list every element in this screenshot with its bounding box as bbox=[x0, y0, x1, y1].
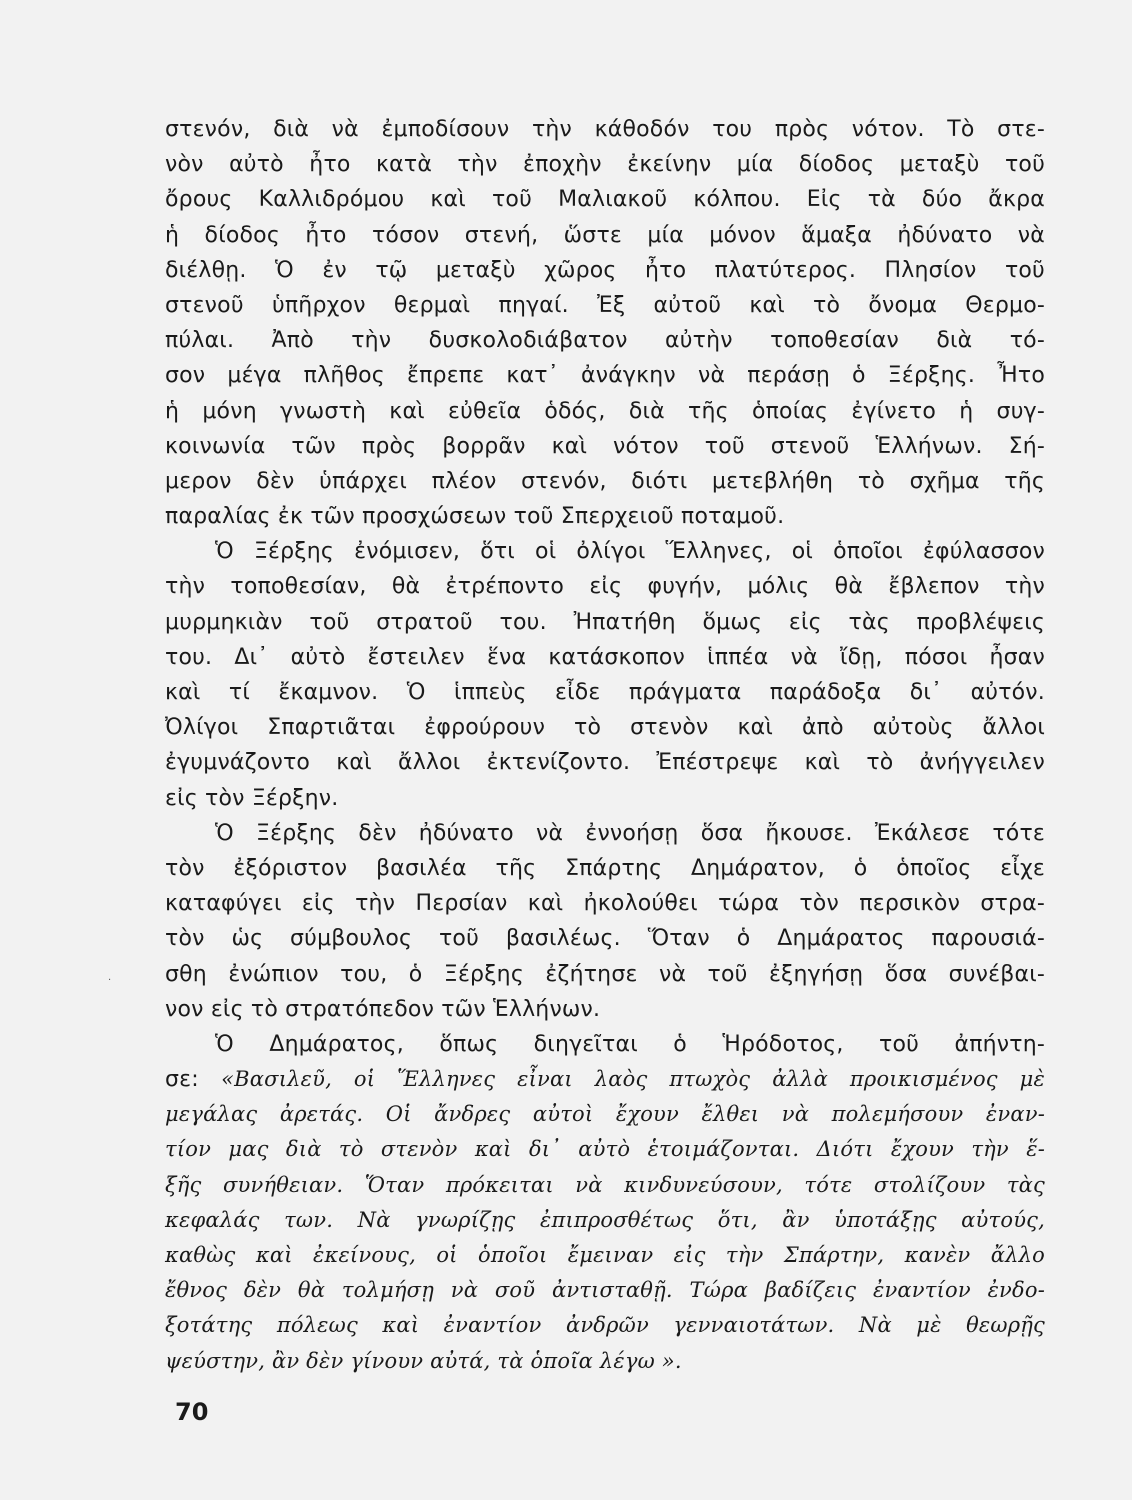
text-line: ἡ μόνη γνωστὴ καὶ εὐθεῖα ὁδός, διὰ τῆς ὁποίας ἐγίνετο ἡ συγ- bbox=[165, 398, 1045, 424]
quote-line: καθὼς καὶ ἐκείνους, οἱ ὁποῖοι ἔμειναν εἰς τὴν Σπάρτην, κανὲν ἄλλο bbox=[165, 1243, 1045, 1267]
text-line: ἡ δίοδος ἦτο τόσον στενή, ὥστε μία μόνον ἅμαξα ἠδύνατο νὰ bbox=[165, 222, 1045, 248]
text-line: μερον δὲν ὑπάρχει πλέον στενόν, διότι μετεβλήθη τὸ σχῆμα τῆς bbox=[165, 468, 1045, 494]
text-line: σθη ἐνώπιον του, ὁ Ξέρξης ἐζήτησε νὰ τοῦ ἐξηγήσῃ ὅσα συνέβαι- bbox=[165, 961, 1045, 987]
body-text bbox=[165, 112, 1045, 1379]
text-line: κοινωνία τῶν πρὸς βορρᾶν καὶ νότον τοῦ στενοῦ Ἑλλήνων. Σή- bbox=[165, 433, 1045, 459]
quote-line: ἔθνος δὲν θὰ τολμήσῃ νὰ σοῦ ἀντισταθῇ. Τώρα βαδίζεις ἐναντίον ἐνδο- bbox=[165, 1278, 1045, 1303]
text-line: παραλίας ἐκ τῶν προσχώσεων τοῦ Σπερχειοῦ ποταμοῦ. bbox=[165, 504, 785, 530]
quote-line: ξῆς συνήθειαν. Ὅταν πρόκειται νὰ κινδυνεύσουν, τότε στολίζουν τὰς bbox=[165, 1172, 1045, 1197]
text-line: στενοῦ ὑπῆρχον θερμαὶ πηγαί. Ἐξ αὐτοῦ καὶ τὸ ὄνομα Θερμο- bbox=[165, 292, 1045, 318]
text-line: ἐγυμνάζοντο καὶ ἄλλοι ἐκτενίζοντο. Ἐπέστρεψε καὶ τὸ ἀνήγγειλεν bbox=[165, 750, 1045, 776]
quote-text: «Βασιλεῦ, οἱ Ἕλληνες εἶναι λαὸς πτωχὸς ἀλλὰ προικισμένος μὲ bbox=[221, 1067, 1045, 1092]
text-line: καὶ τί ἔκαμνον. Ὁ ἱππεὺς εἶδε πράγματα παράδοξα δι᾽ αὐτόν. bbox=[165, 680, 1045, 705]
text-line: καταφύγει εἰς τὴν Περσίαν καὶ ἠκολούθει τώρα τὸν περσικὸν στρα- bbox=[165, 891, 1045, 917]
text-line bbox=[165, 1062, 1045, 1097]
text-line: του. Δι᾽ αὐτὸ ἔστειλεν ἕνα κατάσκοπον ἱππέα νὰ ἴδῃ, πόσοι ἦσαν bbox=[165, 644, 1045, 670]
text-line: Ὁ Ξέρξης ἐνόμισεν, ὅτι οἱ ὀλίγοι Ἕλληνες, οἱ ὁποῖοι ἐφύλασσον bbox=[215, 539, 1045, 565]
text-line: μυρμηκιὰν τοῦ στρατοῦ του. Ἠπατήθη ὅμως εἰς τὰς προβλέψεις bbox=[165, 609, 1045, 635]
quote-line: τίον μας διὰ τὸ στενὸν καὶ δι᾽ αὐτὸ ἑτοιμάζονται. Διότι ἔχουν τὴν ἕ- bbox=[165, 1137, 1045, 1162]
text-line: Ὁ Δημάρατος, ὅπως διηγεῖται ὁ Ἡρόδοτος, τοῦ ἀπήντη- bbox=[215, 1031, 1045, 1057]
text-line: νον εἰς τὸ στρατόπεδον τῶν Ἑλλήνων. bbox=[165, 996, 601, 1022]
page-number: 70 bbox=[175, 1398, 209, 1426]
text-line: Ὀλίγοι Σπαρτιᾶται ἐφρούρουν τὸ στενὸν καὶ ἀπὸ αὐτοὺς ἄλλοι bbox=[165, 715, 1045, 741]
text-line: Ὁ Ξέρξης δὲν ἠδύνατο νὰ ἐννοήσῃ ὅσα ἤκουσε. Ἐκάλεσε τότε bbox=[215, 820, 1045, 846]
text-line: εἰς τὸν Ξέρξην. bbox=[165, 785, 339, 811]
text-line: νὸν αὐτὸ ἦτο κατὰ τὴν ἐποχὴν ἐκείνην μία δίοδος μεταξὺ τοῦ bbox=[165, 152, 1045, 178]
text-line: πύλαι. Ἀπὸ τὴν δυσκολοδιάβατον αὐτὴν τοποθεσίαν διὰ τό- bbox=[165, 328, 1045, 354]
margin-mark: · bbox=[108, 975, 112, 986]
quote-line: μεγάλας ἀρετάς. Οἱ ἄνδρες αὐτοὶ ἔχουν ἔλθει νὰ πολεμήσουν ἐναν- bbox=[165, 1102, 1045, 1127]
text-line: διέλθῃ. Ὁ ἐν τῷ μεταξὺ χῶρος ἦτο πλατύτερος. Πλησίον τοῦ bbox=[165, 257, 1045, 283]
quote-lead-text: σε: bbox=[165, 1067, 222, 1093]
text-line: στενόν, διὰ νὰ ἐμποδίσουν τὴν κάθοδόν του πρὸς νότον. Τὸ στε- bbox=[165, 117, 1045, 142]
quote-line: κεφαλάς των. Νὰ γνωρίζῃς ἐπιπροσθέτως ὅτι, ἂν ὑποτάξῃς αὐτούς, bbox=[165, 1207, 1045, 1232]
text-line: ὄρους Καλλιδρόμου καὶ τοῦ Μαλιακοῦ κόλπου. Εἰς τὰ δύο ἄκρα bbox=[165, 187, 1045, 213]
text-line: σον μέγα πλῆθος ἔπρεπε κατ᾽ ἀνάγκην νὰ περάσῃ ὁ Ξέρξης. Ἦτο bbox=[165, 363, 1045, 389]
text-line: τὸν ἐξόριστον βασιλέα τῆς Σπάρτης Δημάρατον, ὁ ὁποῖος εἶχε bbox=[165, 855, 1045, 881]
text-line: τὸν ὡς σύμβουλος τοῦ βασιλέως. Ὅταν ὁ Δημάρατος παρουσιά- bbox=[165, 926, 1045, 952]
text-line: τὴν τοποθεσίαν, θὰ ἐτρέποντο εἰς φυγήν, μόλις θὰ ἔβλεπον τὴν bbox=[165, 574, 1045, 600]
quote-line: ψεύστην, ἂν δὲν γίνουν αὐτά, τὰ ὁποῖα λέγω ». bbox=[165, 1348, 682, 1373]
quote-line: ξοτάτης πόλεως καὶ ἐναντίον ἀνδρῶν γενναιοτάτων. Νὰ μὲ θεωρῇς bbox=[165, 1313, 1045, 1338]
